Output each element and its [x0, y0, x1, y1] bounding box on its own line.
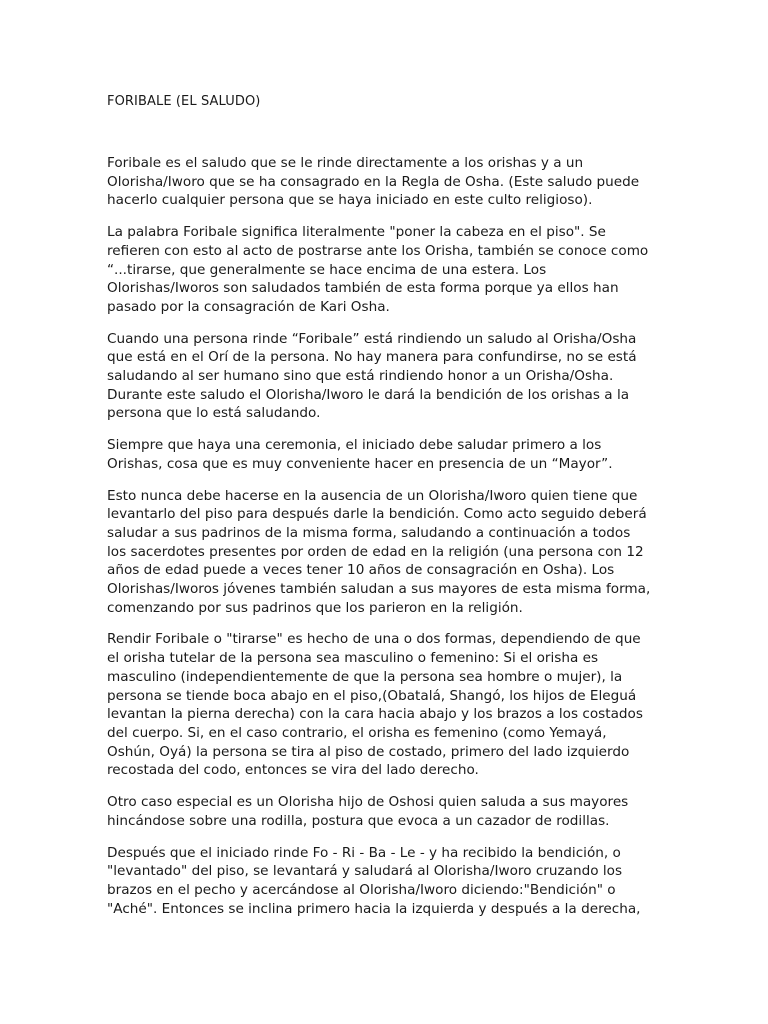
text-line: levantan la pierna derecha) con la cara hacia abajo y los brazos a los costados: [107, 706, 643, 723]
text-line: del cuerpo. Si, en el caso contrario, el orisha es femenino (como Yemayá,: [107, 724, 607, 741]
text-line: "Aché". Entonces se inclina primero hacia la izquierda y después a la derecha,: [107, 900, 641, 917]
text-line: Olorisha/Iworo que se ha consagrado en la Regla de Osha. (Este saludo puede: [107, 173, 640, 190]
paragraph-8: [107, 844, 667, 919]
text-line: Olorishas/Iworos jóvenes también saludan a sus mayores de esta misma forma,: [107, 581, 651, 598]
text-line: recostada del codo, entonces se vira del lado derecho.: [107, 762, 479, 779]
text-line: el orisha tutelar de la persona sea masculino o femenino: Si el orisha es: [107, 650, 599, 667]
text-line: Otro caso especial es un Olorisha hijo de Oshosi quien saluda a sus mayores: [107, 794, 629, 811]
paragraph-3: [107, 330, 667, 424]
paragraph-4: [107, 436, 667, 473]
text-line: La palabra Foribale significa literalmente "poner la cabeza en el piso". Se: [107, 224, 606, 241]
text-line: Siempre que haya una ceremonia, el iniciado debe saludar primero a los: [107, 437, 602, 454]
text-line: Oshún, Oyá) la persona se tira al piso de costado, primero del lado izquierdo: [107, 743, 630, 760]
text-line: Después que el iniciado rinde Fo - Ri - Ba - Le - y ha recibido la bendición, o: [107, 844, 621, 861]
text-line: levantarlo del piso para después darle la bendición. Como acto seguido deberá: [107, 506, 647, 523]
paragraph-7: [107, 793, 667, 830]
text-line: brazos en el pecho y acercándose al Olorisha/Iworo diciendo:"Bendición" o: [107, 881, 616, 898]
text-line: Durante este saludo el Olorisha/Iworo le dará la bendición de los orishas a la: [107, 386, 630, 403]
text-line: Esto nunca debe hacerse en la ausencia de un Olorisha/Iworo quien tiene que: [107, 487, 638, 504]
text-line: años de edad puede a veces tener 10 años de consagración en Osha). Los: [107, 562, 615, 579]
text-line: Olorishas/Iworos son saludados también de esta forma porque ya ellos han: [107, 280, 619, 297]
text-line: persona se tiende boca abajo en el piso,(Obatalá, Shangó, los hijos de Eleguá: [107, 687, 637, 704]
text-line: "levantado" del piso, se levantará y saludará al Olorisha/Iworo cruzando los: [107, 863, 623, 880]
text-line: persona que lo está saludando.: [107, 405, 321, 422]
text-line: pasado por la consagración de Kari Osha.: [107, 298, 390, 315]
text-line: hincándose sobre una rodilla, postura que evoca a un cazador de rodillas.: [107, 812, 610, 829]
text-line: saludar a sus padrinos de la misma forma, saludando a continuación a todos: [107, 524, 631, 541]
paragraph-1: [107, 154, 667, 210]
text-line: los sacerdotes presentes por orden de edad en la religión (una persona con 12: [107, 543, 644, 560]
text-line: que está en el Orí de la persona. No hay manera para confundirse, no se está: [107, 349, 637, 366]
text-line: saludando al ser humano sino que está rindiendo honor a un Orisha/Osha.: [107, 368, 614, 385]
text-line: Rendir Foribale o "tirarse" es hecho de una o dos formas, dependiendo de que: [107, 631, 641, 648]
paragraph-5: [107, 487, 667, 618]
paragraph-6: [107, 630, 667, 780]
text-line: comenzando por sus padrinos que los parieron en la religión.: [107, 599, 523, 616]
paragraph-2: [107, 223, 667, 317]
text-line: hacerlo cualquier persona que se haya iniciado en este culto religioso).: [107, 192, 593, 209]
text-line: “...tirarse, que generalmente se hace encima de una estera. Los: [107, 261, 547, 278]
text-line: masculino (independientemente de que la persona sea hombre o mujer), la: [107, 668, 623, 685]
document-title: FORIBALE (EL SALUDO): [107, 94, 261, 109]
text-line: refieren con esto al acto de postrarse ante los Orisha, también se conoce como: [107, 242, 649, 259]
text-line: Foribale es el saludo que se le rinde directamente a los orishas y a un: [107, 155, 584, 171]
text-line: Cuando una persona rinde “Foribale” está rindiendo un saludo al Orisha/Osha: [107, 330, 637, 347]
document-body: [107, 154, 667, 931]
text-line: Orishas, cosa que es muy conveniente hacer en presencia de un “Mayor”.: [107, 455, 613, 472]
